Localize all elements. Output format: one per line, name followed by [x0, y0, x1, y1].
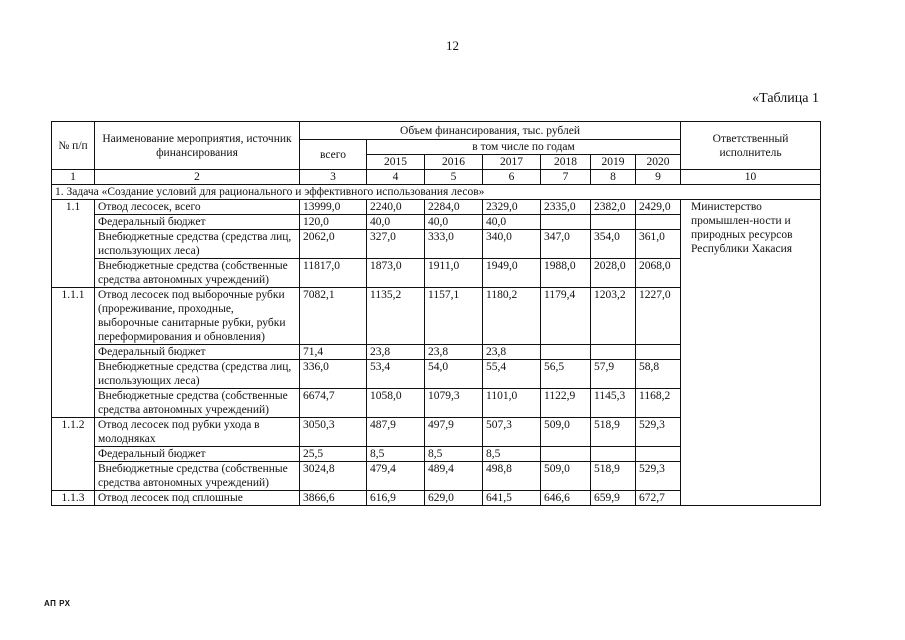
row-label: Внебюджетные средства (средства лиц, использующих леса): [95, 230, 300, 259]
row-year-value: 327,0: [367, 230, 425, 259]
col-number: 5: [425, 170, 483, 185]
row-year-value: [636, 345, 681, 360]
row-year-value: 40,0: [483, 215, 541, 230]
row-year-value: 1179,4: [541, 288, 591, 345]
row-label: Федеральный бюджет: [95, 345, 300, 360]
row-year-value: 23,8: [367, 345, 425, 360]
row-total: 71,4: [300, 345, 367, 360]
row-year-value: 1949,0: [483, 259, 541, 288]
row-year-value: 1058,0: [367, 389, 425, 418]
row-year-value: 498,8: [483, 462, 541, 491]
row-year-value: 507,3: [483, 418, 541, 447]
row-year-value: 1168,2: [636, 389, 681, 418]
row-year-value: 672,7: [636, 491, 681, 506]
row-year-value: 2382,0: [591, 200, 636, 215]
header-year: 2016: [425, 155, 483, 170]
row-year-value: 2335,0: [541, 200, 591, 215]
stamp-text: АП РХ: [44, 599, 71, 608]
row-label: Отвод лесосек под выборочные рубки (прореживание, проходные, выборочные санитарные рубки, рубки переформирования и обновления): [95, 288, 300, 345]
row-total: 6674,7: [300, 389, 367, 418]
row-total: 3050,3: [300, 418, 367, 447]
header-by-years: в том числе по годам: [367, 140, 681, 155]
row-year-value: 58,8: [636, 360, 681, 389]
row-total: 11817,0: [300, 259, 367, 288]
row-total: 3024,8: [300, 462, 367, 491]
row-year-value: 641,5: [483, 491, 541, 506]
row-year-value: 646,6: [541, 491, 591, 506]
row-year-value: 40,0: [425, 215, 483, 230]
row-year-value: 529,3: [636, 418, 681, 447]
row-total: 7082,1: [300, 288, 367, 345]
row-year-value: 1157,1: [425, 288, 483, 345]
row-year-value: 2240,0: [367, 200, 425, 215]
row-year-value: 23,8: [425, 345, 483, 360]
row-number: 1.1.2: [52, 418, 95, 491]
row-year-value: 54,0: [425, 360, 483, 389]
row-year-value: 2329,0: [483, 200, 541, 215]
row-year-value: 57,9: [591, 360, 636, 389]
table-caption: «Таблица 1: [752, 91, 819, 106]
header-executor: Ответственный исполнитель: [681, 122, 821, 170]
row-label: Отвод лесосек под рубки ухода в молодняках: [95, 418, 300, 447]
row-label: Внебюджетные средства (собственные средства автономных учреждений): [95, 259, 300, 288]
executor-cell: Министерство промышлен-ности и природных ресурсов Республики Хакасия: [681, 200, 821, 506]
col-number: 9: [636, 170, 681, 185]
col-number: 3: [300, 170, 367, 185]
row-year-value: [541, 345, 591, 360]
row-year-value: 1122,9: [541, 389, 591, 418]
row-number: 1.1.3: [52, 491, 95, 506]
row-year-value: 1203,2: [591, 288, 636, 345]
task-heading: 1. Задача «Создание условий для рационального и эффективного использования лесов»: [52, 185, 821, 200]
row-label: Отвод лесосек под сплошные: [95, 491, 300, 506]
row-year-value: 497,9: [425, 418, 483, 447]
row-total: 3866,6: [300, 491, 367, 506]
header-name: Наименование мероприятия, источник финансирования: [95, 122, 300, 170]
row-year-value: [541, 447, 591, 462]
row-year-value: 2068,0: [636, 259, 681, 288]
row-year-value: [591, 447, 636, 462]
header-year: 2020: [636, 155, 681, 170]
row-year-value: 8,5: [425, 447, 483, 462]
header-num: № п/п: [52, 122, 95, 170]
row-year-value: [591, 345, 636, 360]
col-number: 2: [95, 170, 300, 185]
row-label: Внебюджетные средства (собственные средства автономных учреждений): [95, 462, 300, 491]
row-year-value: 8,5: [367, 447, 425, 462]
header-total: всего: [300, 140, 367, 170]
row-year-value: 1079,3: [425, 389, 483, 418]
row-label: Внебюджетные средства (собственные средства автономных учреждений): [95, 389, 300, 418]
row-year-value: 53,4: [367, 360, 425, 389]
row-label: Федеральный бюджет: [95, 447, 300, 462]
row-year-value: 347,0: [541, 230, 591, 259]
row-year-value: 1227,0: [636, 288, 681, 345]
row-total: 13999,0: [300, 200, 367, 215]
row-number: 1.1.1: [52, 288, 95, 418]
row-year-value: 2284,0: [425, 200, 483, 215]
row-year-value: 23,8: [483, 345, 541, 360]
row-total: 25,5: [300, 447, 367, 462]
row-year-value: 509,0: [541, 462, 591, 491]
row-year-value: 2429,0: [636, 200, 681, 215]
row-year-value: 616,9: [367, 491, 425, 506]
col-number: 6: [483, 170, 541, 185]
table-row: [52, 200, 821, 215]
col-number: 7: [541, 170, 591, 185]
header-year: 2018: [541, 155, 591, 170]
row-year-value: 333,0: [425, 230, 483, 259]
row-year-value: 1135,2: [367, 288, 425, 345]
row-year-value: 1911,0: [425, 259, 483, 288]
header-funding: Объем финансирования, тыс. рублей: [300, 122, 681, 140]
col-number: 8: [591, 170, 636, 185]
row-year-value: 518,9: [591, 462, 636, 491]
header-year: 2015: [367, 155, 425, 170]
row-year-value: 55,4: [483, 360, 541, 389]
row-total: 120,0: [300, 215, 367, 230]
row-year-value: 56,5: [541, 360, 591, 389]
row-year-value: 659,9: [591, 491, 636, 506]
row-year-value: 1988,0: [541, 259, 591, 288]
row-year-value: 529,3: [636, 462, 681, 491]
financing-table: [51, 121, 821, 506]
row-year-value: 340,0: [483, 230, 541, 259]
row-year-value: 354,0: [591, 230, 636, 259]
row-year-value: [541, 215, 591, 230]
row-year-value: 8,5: [483, 447, 541, 462]
row-year-value: 479,4: [367, 462, 425, 491]
row-label: Отвод лесосек, всего: [95, 200, 300, 215]
row-year-value: 361,0: [636, 230, 681, 259]
row-year-value: 518,9: [591, 418, 636, 447]
col-number: 1: [52, 170, 95, 185]
row-year-value: 40,0: [367, 215, 425, 230]
row-label: Федеральный бюджет: [95, 215, 300, 230]
row-year-value: 629,0: [425, 491, 483, 506]
row-year-value: 509,0: [541, 418, 591, 447]
row-year-value: [636, 447, 681, 462]
row-year-value: 2028,0: [591, 259, 636, 288]
row-year-value: 1873,0: [367, 259, 425, 288]
page-number: 12: [446, 38, 459, 53]
col-number: 10: [681, 170, 821, 185]
row-year-value: 489,4: [425, 462, 483, 491]
row-label: Внебюджетные средства (средства лиц, использующих леса): [95, 360, 300, 389]
row-total: 336,0: [300, 360, 367, 389]
header-year: 2019: [591, 155, 636, 170]
header-year: 2017: [483, 155, 541, 170]
row-year-value: 1145,3: [591, 389, 636, 418]
row-year-value: [591, 215, 636, 230]
row-year-value: [636, 215, 681, 230]
row-year-value: 1180,2: [483, 288, 541, 345]
row-year-value: 1101,0: [483, 389, 541, 418]
row-number: 1.1: [52, 200, 95, 288]
row-year-value: 487,9: [367, 418, 425, 447]
row-total: 2062,0: [300, 230, 367, 259]
col-number: 4: [367, 170, 425, 185]
